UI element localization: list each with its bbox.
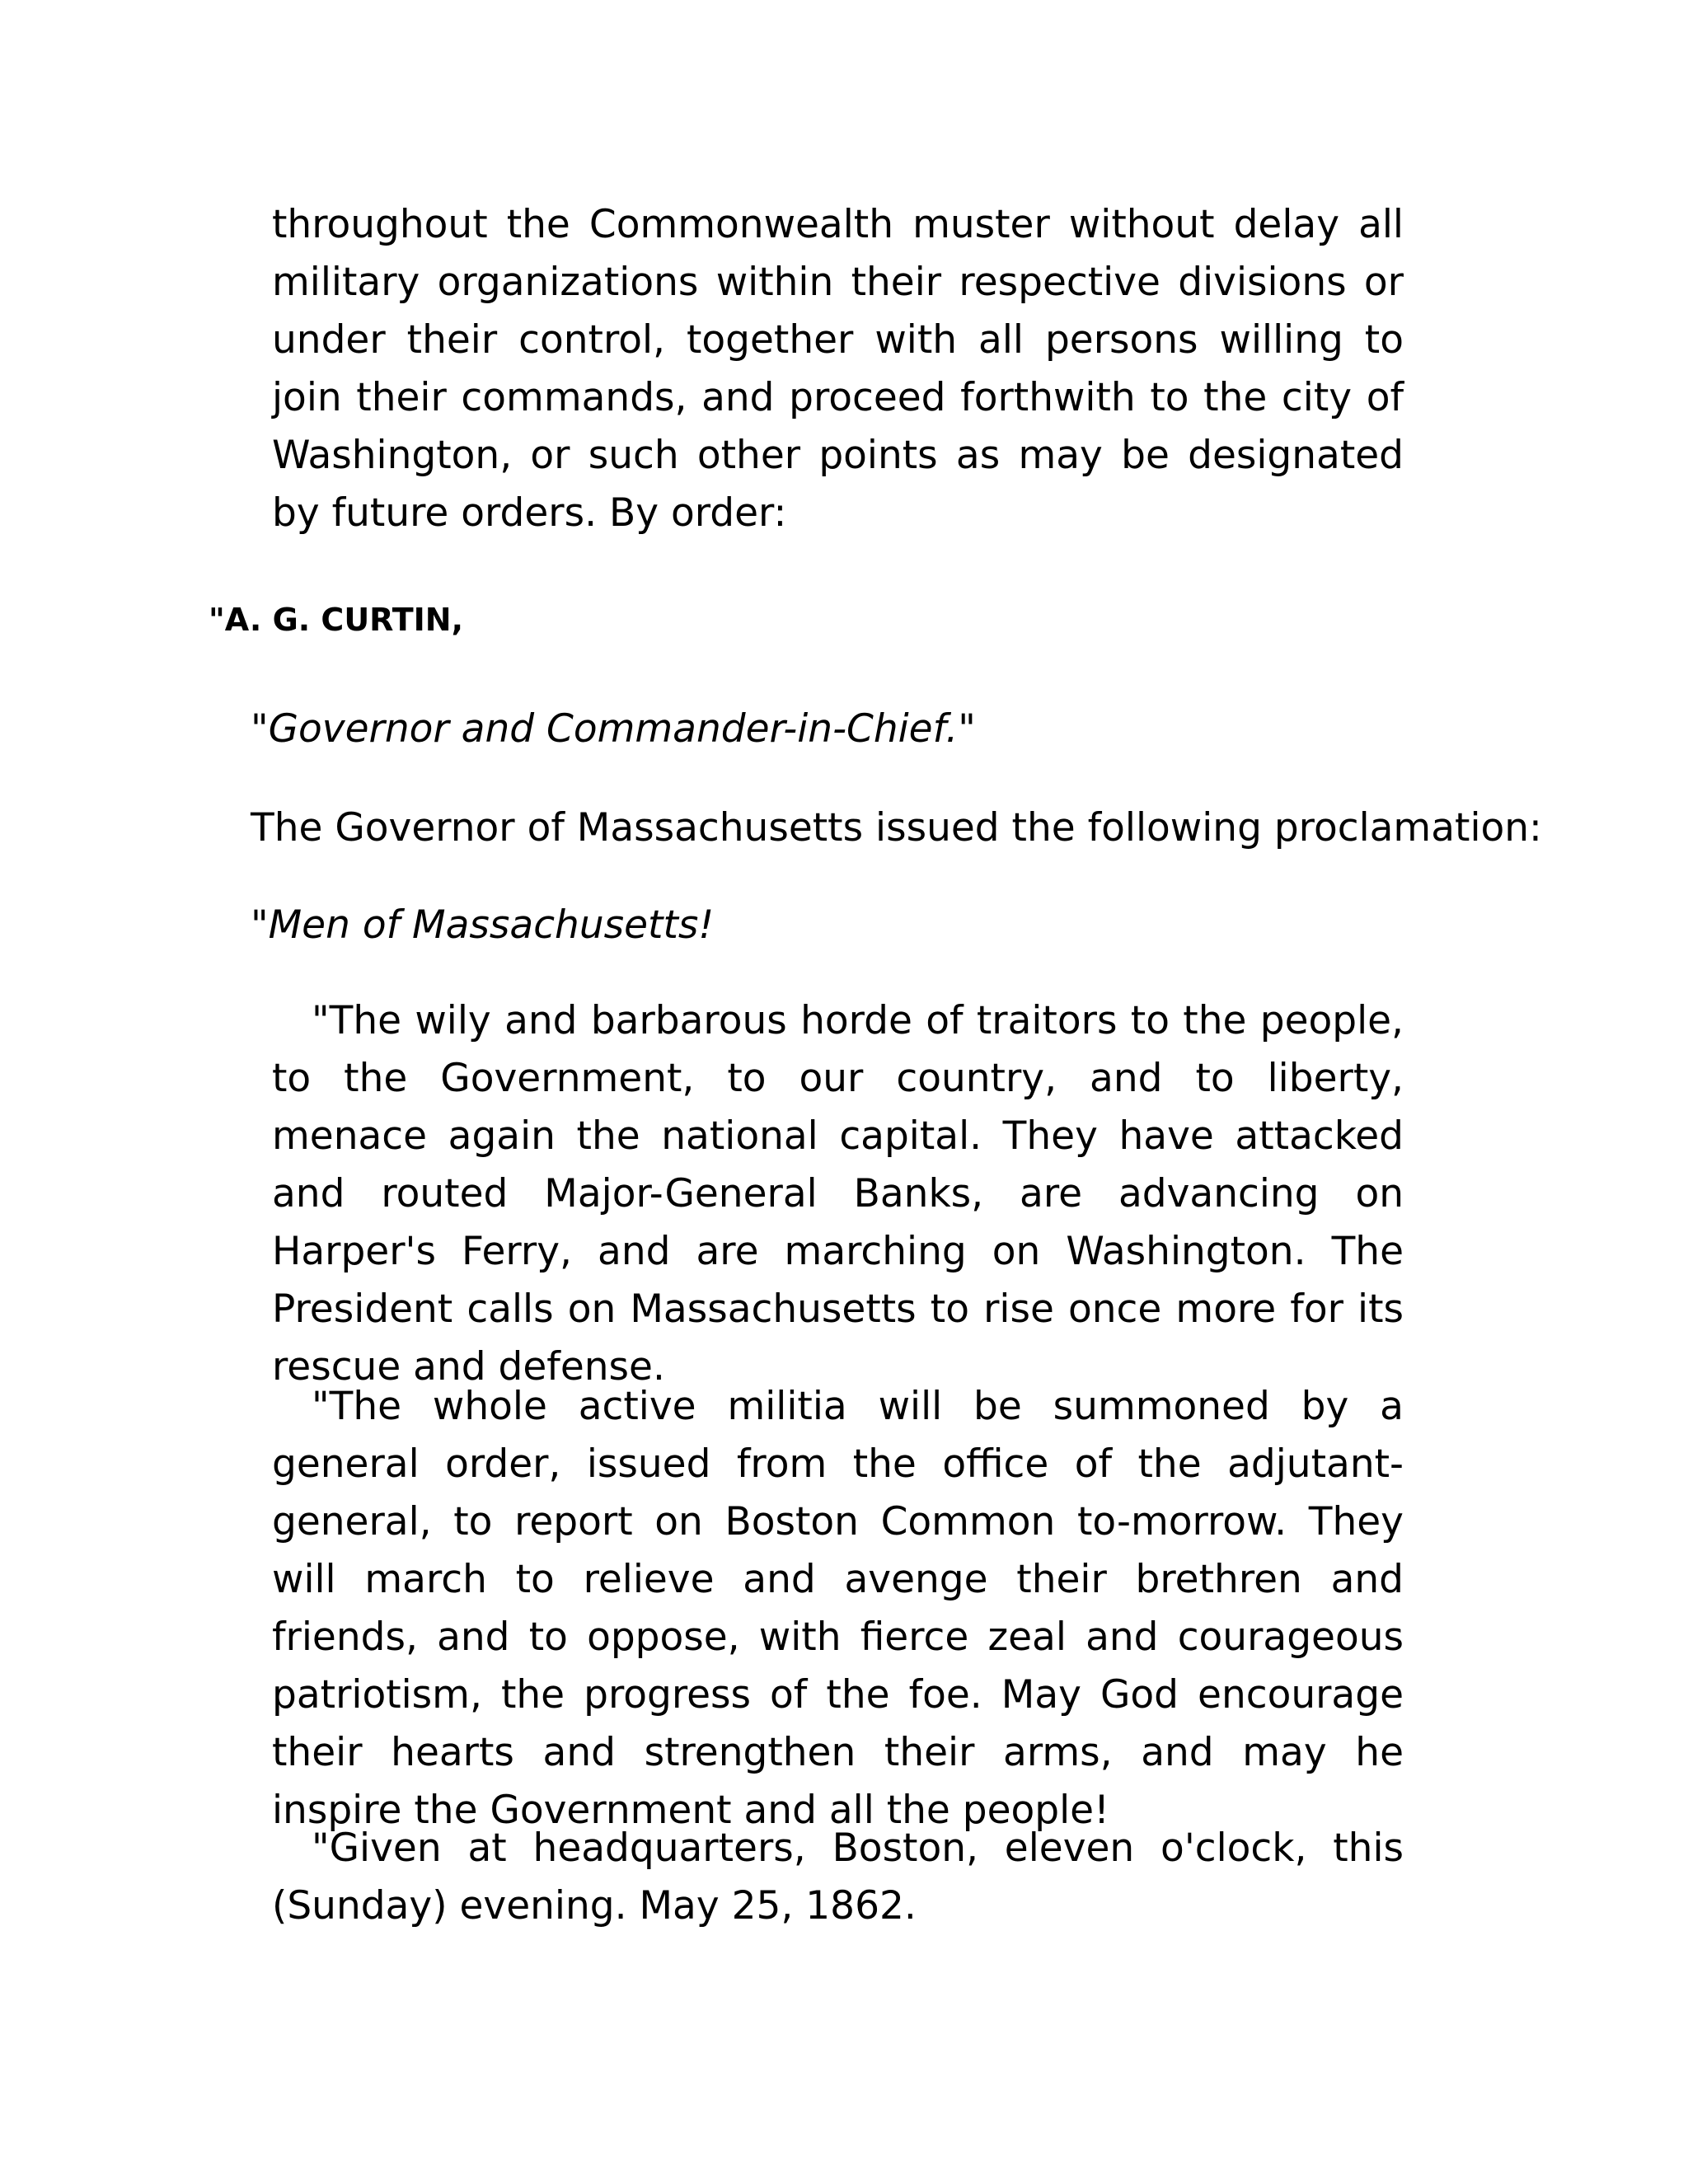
- proclamation-paragraph-2: "The whole active militia will be summoned by a general order, issued from the office of the adjutant-general, to report on Boston Common to-morrow. They will march to relieve and avenge their brethren and friends, and to oppose, with fierce zeal and courageous patriotism, the progress of the foe. May God encourage their hearts and strengthen their arms, and may he inspire the Government and all the people!: [272, 1384, 1404, 1833]
- salutation: Men of Massachusetts!: [268, 902, 715, 948]
- proclamation-paragraph-3: "Given at headquarters, Boston, eleven o'clock, this (Sunday) evening. May 25, 1862.: [272, 1825, 1404, 1929]
- massachusetts-intro: The Governor of Massachusetts issued the following proclamation:: [251, 805, 1542, 851]
- signature-title-open-quote: ": [251, 706, 269, 752]
- salutation-line: [251, 897, 714, 954]
- signature-name: "A. G. CURTIN,: [209, 602, 464, 638]
- signature-title: Governor and Commander-in-Chief.: [268, 706, 959, 752]
- signature-title-close-quote: ": [958, 706, 976, 752]
- order-continuation-paragraph: throughout the Commonwealth muster without delay all military organizations within their respective divisions or under their control, together with all persons willing to join their commands, and proceed forthwith to the city of Washington, or such other points as may be designated by future orders. By order:: [272, 202, 1404, 536]
- proclamation-paragraph-1: "The wily and barbarous horde of traitors to the people, to the Government, to our country, and to liberty, menace again the national capital. They have attacked and routed Major-General Banks, are advancing on Harper's Ferry, and are marching on Washington. The President calls on Massachusetts to rise once more for its rescue and defense.: [272, 998, 1404, 1390]
- salutation-open-quote: ": [251, 902, 269, 948]
- signature-title-line: [251, 701, 976, 758]
